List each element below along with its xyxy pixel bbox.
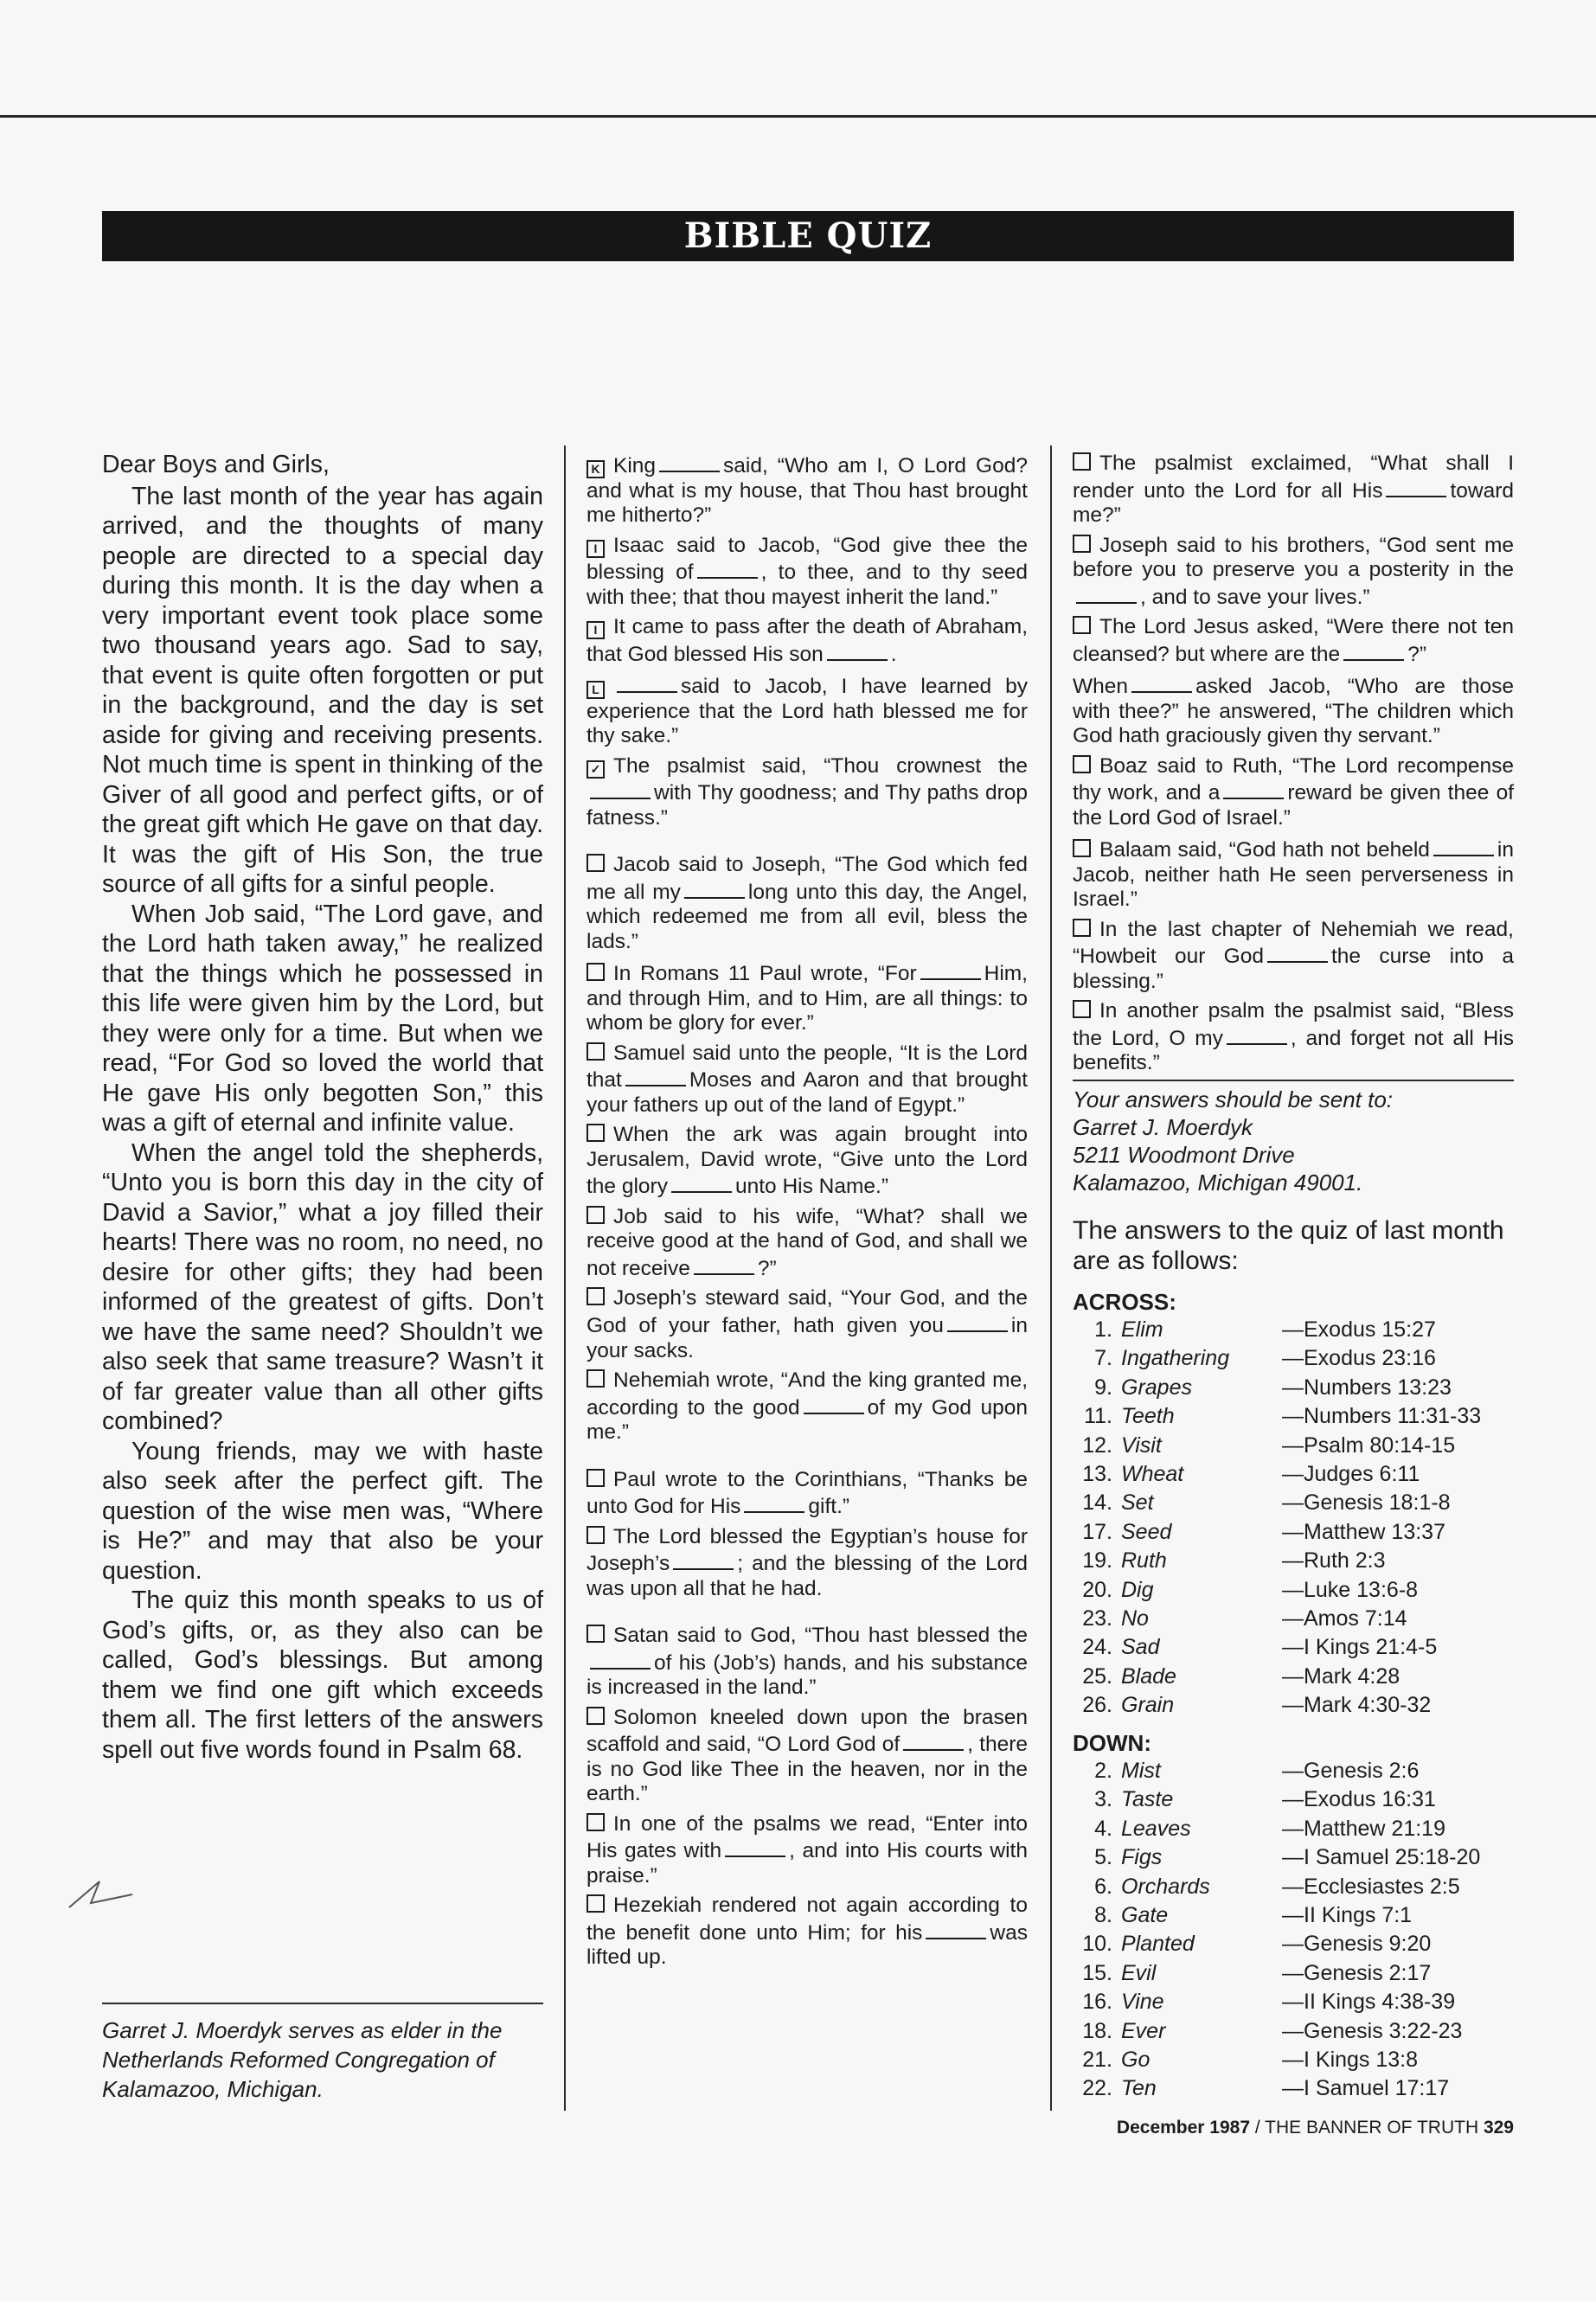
quiz-question xyxy=(1073,452,1514,529)
answer-reference: —Ruth 2:3 xyxy=(1282,1548,1386,1574)
answer-blank[interactable] xyxy=(1131,672,1192,693)
checkbox-icon[interactable] xyxy=(1073,755,1091,773)
answer-number: 12. xyxy=(1082,1433,1112,1458)
question-text: When the ark was again brought into Jerusalem, David wrote, “Give unto the Lord the glory xyxy=(586,1123,1028,1199)
answer-number: 13. xyxy=(1082,1461,1112,1486)
checkbox-icon[interactable]: K xyxy=(586,460,605,478)
quiz-question xyxy=(586,1205,1028,1282)
answer-blank[interactable] xyxy=(684,878,745,899)
down-answers xyxy=(1073,1757,1514,2104)
page-title: BIBLE QUIZ xyxy=(102,211,1514,261)
answer-word: Evil xyxy=(1121,1960,1157,1985)
quiz-question xyxy=(586,1123,1028,1200)
answer-reference: —Judges 6:11 xyxy=(1282,1461,1420,1486)
answer-reference: —Mark 4:28 xyxy=(1282,1663,1401,1689)
question-text: Isaac said to Jacob, “God give thee the blessing of xyxy=(586,533,1028,585)
checkbox-icon[interactable] xyxy=(586,963,605,981)
answer-reference: —I Kings 21:4-5 xyxy=(1282,1635,1438,1660)
question-text: was lifted up. xyxy=(586,1920,1028,1970)
answer-word: Mist xyxy=(1121,1759,1161,1783)
question-text: , and into His courts with praise.” xyxy=(586,1839,1028,1888)
question-text: In the last chapter of Nehemiah we read, “Howbeit our God xyxy=(1073,917,1514,969)
answer-word: No xyxy=(1121,1606,1149,1631)
checkbox-icon[interactable] xyxy=(586,1813,605,1831)
quiz-question xyxy=(1073,836,1514,913)
question-text: long unto this day, the Angel, which redeemed me from all evil, bless the lads.” xyxy=(586,880,1028,953)
checkbox-icon[interactable] xyxy=(586,1042,605,1061)
answer-row xyxy=(1073,1374,1514,1402)
checkbox-icon[interactable] xyxy=(586,854,605,872)
question-text: . xyxy=(890,642,897,666)
answer-number: 4. xyxy=(1094,1816,1112,1841)
answer-reference: —Ecclesiastes 2:5 xyxy=(1282,1874,1460,1899)
pen-mark-icon xyxy=(65,1868,143,1920)
answer-word: Blade xyxy=(1121,1663,1176,1689)
address-line: Kalamazoo, Michigan 49001. xyxy=(1073,1170,1363,1195)
quiz-question xyxy=(586,1706,1028,1807)
answer-row xyxy=(1073,1785,1514,1814)
answer-reference: —Genesis 18:1-8 xyxy=(1282,1490,1451,1516)
quiz-question xyxy=(586,1894,1028,1971)
question-text: Him, and through Him, and to Him, are all things: to whom be glory for ever.” xyxy=(586,962,1028,1035)
letter-paragraph: The quiz this month speaks to us of God’s gifts, or, as they also can be called, God’s blessings. But among them we find one gift which exceeds them all. The first letters of the answers spell out five words found in Psalm 68. xyxy=(102,1586,543,1764)
checkbox-icon[interactable] xyxy=(1073,839,1091,857)
answer-row xyxy=(1073,1663,1514,1691)
answer-word: Orchards xyxy=(1121,1874,1210,1899)
checkbox-icon[interactable] xyxy=(1073,616,1091,634)
answer-blank[interactable] xyxy=(920,959,981,980)
question-text: Solomon kneeled down upon the brasen scaffold and said, “O Lord God of xyxy=(586,1705,1028,1757)
checkbox-icon[interactable] xyxy=(586,1206,605,1224)
checkbox-icon[interactable]: I xyxy=(586,621,605,639)
answer-row xyxy=(1073,1843,1514,1872)
quiz-question xyxy=(586,1368,1028,1445)
quiz-question xyxy=(586,452,1028,529)
question-text: Hezekiah rendered not again according to the benefit done unto Him; for his xyxy=(586,1894,1028,1945)
answer-reference: —Psalm 80:14-15 xyxy=(1282,1433,1456,1458)
answer-word: Gate xyxy=(1121,1902,1169,1927)
quiz-question xyxy=(586,853,1028,954)
answer-row xyxy=(1073,1691,1514,1720)
answer-blank[interactable] xyxy=(903,1730,964,1751)
answer-blank[interactable] xyxy=(697,558,758,579)
answer-reference: —Mark 4:30-32 xyxy=(1282,1693,1432,1718)
question-text: The psalmist exclaimed, “What shall I render unto the Lord for all His xyxy=(1073,452,1514,503)
answers-intro: The answers to the quiz of last month are as follows: xyxy=(1073,1216,1504,1275)
answer-number: 26. xyxy=(1082,1693,1112,1718)
answer-blank[interactable] xyxy=(926,1919,986,1939)
answer-number: 14. xyxy=(1082,1490,1112,1516)
answer-blank[interactable] xyxy=(590,1649,651,1670)
answer-number: 19. xyxy=(1082,1548,1112,1574)
quiz-question xyxy=(586,672,1028,749)
answer-word: Teeth xyxy=(1121,1404,1175,1429)
answer-word: Set xyxy=(1121,1490,1154,1516)
answer-blank[interactable] xyxy=(673,1549,734,1570)
column-divider xyxy=(1050,445,1052,2111)
question-text: , to thee, and to thy seed with thee; that thou mayest inherit the land.” xyxy=(586,561,1028,609)
question-text: Nehemiah wrote, “And the king granted me, according to the good xyxy=(586,1368,1028,1420)
answer-blank[interactable] xyxy=(827,640,888,661)
question-text: King xyxy=(613,454,657,478)
answer-row xyxy=(1073,1576,1514,1605)
checkbox-icon[interactable] xyxy=(586,1625,605,1643)
answer-row xyxy=(1073,1402,1514,1431)
answer-number: 5. xyxy=(1094,1845,1112,1870)
answer-row xyxy=(1073,1518,1514,1547)
answer-number: 15. xyxy=(1082,1960,1112,1985)
answer-reference: —Exodus 15:27 xyxy=(1282,1317,1436,1342)
column-divider xyxy=(564,445,566,2111)
quiz-question xyxy=(586,1525,1028,1602)
quiz-question xyxy=(1073,918,1514,995)
answer-reference: —Luke 13:6-8 xyxy=(1282,1577,1419,1602)
letter-column xyxy=(102,450,543,1765)
quiz-question xyxy=(586,1042,1028,1118)
letter-paragraph: Young friends, may we with haste also seek after the perfect gift. The question of the wise men was, “Where is He?” and may that also be your question. xyxy=(102,1437,543,1585)
answer-number: 8. xyxy=(1094,1902,1112,1927)
answer-number: 10. xyxy=(1082,1932,1112,1957)
question-text: Joseph’s steward said, “Your God, and the God of your father, hath given you xyxy=(586,1286,1028,1338)
quiz-question xyxy=(1073,999,1514,1076)
answer-number: 7. xyxy=(1094,1346,1112,1371)
down-heading: DOWN: xyxy=(1073,1730,1151,1756)
question-text: the curse into a blessing.” xyxy=(1073,945,1514,993)
footer-publication: / THE BANNER OF TRUTH xyxy=(1250,2118,1484,2138)
quiz-question xyxy=(586,1624,1028,1701)
question-text: , and to save your lives.” xyxy=(1140,585,1370,609)
question-text: reward be given thee of the Lord God of Israel.” xyxy=(1073,781,1514,830)
answer-blank[interactable] xyxy=(1223,779,1284,799)
question-text: The psalmist said, “Thou crownest the xyxy=(613,753,1028,778)
question-text: In Romans 11 Paul wrote, “For xyxy=(613,962,917,986)
answer-word: Taste xyxy=(1121,1787,1174,1812)
question-text: Boaz said to Ruth, “The Lord recompense thy work, and a xyxy=(1073,753,1514,805)
answer-row xyxy=(1073,1815,1514,1843)
answer-blank[interactable] xyxy=(1433,836,1494,856)
answer-blank[interactable] xyxy=(725,1836,785,1857)
quiz-questions-column xyxy=(586,452,1028,1976)
salutation: Dear Boys and Girls, xyxy=(102,451,330,478)
answer-word: Vine xyxy=(1121,1990,1164,2015)
question-text: The Lord blessed the Egyptian’s house for Joseph’s xyxy=(586,1524,1028,1576)
checkbox-icon[interactable] xyxy=(1073,535,1091,553)
answer-reference: —I Samuel 25:18-20 xyxy=(1282,1845,1481,1870)
answer-reference: —Exodus 16:31 xyxy=(1282,1787,1436,1812)
answer-blank[interactable] xyxy=(659,452,720,472)
question-text: , there is no God like Thee in the heaven, nor in the earth.” xyxy=(586,1733,1028,1806)
answer-reference: —Amos 7:14 xyxy=(1282,1606,1407,1631)
answer-reference: —Genesis 9:20 xyxy=(1282,1932,1432,1957)
address-line: Garret J. Moerdyk xyxy=(1073,1114,1253,1140)
quiz-question xyxy=(586,959,1028,1036)
answer-number: 1. xyxy=(1094,1317,1112,1342)
quiz-question xyxy=(1073,534,1514,611)
answer-blank[interactable] xyxy=(590,779,651,799)
question-text: In another psalm the psalmist said, “Bless the Lord, O my xyxy=(1073,999,1514,1050)
answer-blank[interactable] xyxy=(617,672,677,693)
checkbox-icon[interactable]: ✓ xyxy=(586,760,605,779)
answer-row xyxy=(1073,1988,1514,2016)
answer-reference: —II Kings 4:38-39 xyxy=(1282,1990,1456,2015)
question-text: gift.” xyxy=(808,1495,850,1519)
question-text: said, “Who am I, O Lord God? and what is my house, that Thou hast brought me hitherto?” xyxy=(586,454,1028,528)
question-text: unto His Name.” xyxy=(734,1175,888,1199)
answer-word: Ten xyxy=(1121,2076,1157,2101)
question-text: ?” xyxy=(1407,642,1426,666)
answer-word: Leaves xyxy=(1121,1816,1191,1841)
answer-blank[interactable] xyxy=(744,1492,804,1513)
answer-reference: —Numbers 13:23 xyxy=(1282,1375,1452,1400)
answer-row xyxy=(1073,2017,1514,2046)
answer-row xyxy=(1073,1344,1514,1373)
question-text: in Jacob, neither hath He seen perverseness in Israel.” xyxy=(1073,838,1514,912)
answer-word: Figs xyxy=(1121,1845,1163,1870)
answer-reference: —Matthew 21:19 xyxy=(1282,1816,1445,1841)
answer-number: 9. xyxy=(1094,1375,1112,1400)
question-text: Joseph said to his brothers, “God sent me before you to preserve you a posterity in the xyxy=(1073,533,1514,582)
answer-word: Visit xyxy=(1121,1433,1162,1458)
quiz-question xyxy=(1073,615,1514,667)
answer-row xyxy=(1073,1901,1514,1930)
question-text: toward me?” xyxy=(1073,478,1514,528)
answer-word: Elim xyxy=(1121,1317,1163,1342)
answer-word: Grapes xyxy=(1121,1375,1192,1400)
question-text: Paul wrote to the Corinthians, “Thanks be unto God for His xyxy=(586,1467,1028,1519)
answer-row xyxy=(1073,1316,1514,1344)
answer-reference: —Numbers 11:31-33 xyxy=(1282,1404,1482,1429)
question-text: of his (Job’s) hands, and his substance is increased in the land.” xyxy=(586,1650,1028,1700)
answer-number: 22. xyxy=(1082,2076,1112,2101)
checkbox-icon[interactable] xyxy=(586,1469,605,1487)
quiz-question xyxy=(586,1812,1028,1889)
answer-blank[interactable] xyxy=(1227,1024,1287,1045)
answer-word: Dig xyxy=(1121,1577,1154,1602)
page-number: 329 xyxy=(1483,2118,1514,2138)
checkbox-icon[interactable] xyxy=(586,1287,605,1305)
checkbox-icon[interactable] xyxy=(1073,919,1091,937)
checkbox-icon[interactable]: I xyxy=(586,540,605,558)
answer-reference: —Genesis 2:17 xyxy=(1282,1960,1432,1985)
letter-paragraph: The last month of the year has again arrived, and the thoughts of many people are directed to a special day during this month. It is the day when a very important event took place some two thousand years ago. Sad to say, that event is quite often forgotten or put in the background, and the day is set aside for giving and receiving presents. Not much time is spent in thinking of the Giver of all good and perfect gifts, or of the great gift which He gave on that day. It was the gift of His Son, the true source of all gifts for a sinful people. xyxy=(102,482,543,898)
quiz-question xyxy=(1073,672,1514,749)
checkbox-icon[interactable] xyxy=(1073,1000,1091,1018)
answer-blank[interactable] xyxy=(1267,942,1328,963)
question-text: ?” xyxy=(757,1256,777,1280)
question-text: ; and the blessing of the Lord was upon all that he had. xyxy=(586,1552,1028,1600)
question-text: of my God upon me.” xyxy=(586,1395,1028,1445)
question-text: Balaam said, “God hath not beheld xyxy=(1099,838,1430,862)
answer-row xyxy=(1073,1547,1514,1575)
answer-row xyxy=(1073,1460,1514,1489)
answer-row xyxy=(1073,2074,1514,2103)
letter-paragraph: When the angel told the shepherds, “Unto you is born this day in the city of David a Savior,” what a joy filled their hearts! There was no room, no need, no desire for other gifts; they had been informed of the greatest of gifts. Don’t we have the same need? Shouldn’t we also seek that same treasure? Wasn’t it of far greater value than all other gifts combined? xyxy=(102,1138,543,1435)
answer-word: Go xyxy=(1121,2047,1151,2072)
answer-word: Seed xyxy=(1121,1519,1172,1544)
answer-reference: —II Kings 7:1 xyxy=(1282,1902,1413,1927)
question-text: with Thy goodness; and Thy paths drop fatness.” xyxy=(586,781,1028,830)
answer-blank[interactable] xyxy=(1386,477,1446,497)
answer-number: 17. xyxy=(1082,1519,1112,1544)
answer-blank[interactable] xyxy=(947,1311,1008,1332)
quiz-question xyxy=(586,1286,1028,1363)
answer-row xyxy=(1073,1930,1514,1958)
answer-row xyxy=(1073,1489,1514,1517)
question-text: Samuel said unto the people, “It is the Lord that xyxy=(586,1041,1028,1093)
checkbox-icon[interactable] xyxy=(586,1894,605,1913)
answer-number: 18. xyxy=(1082,2018,1112,2043)
quiz-question xyxy=(586,615,1028,667)
checkbox-icon[interactable] xyxy=(1073,452,1091,471)
answer-blank[interactable] xyxy=(1343,640,1404,661)
answer-word: Ruth xyxy=(1121,1548,1167,1574)
answer-word: Sad xyxy=(1121,1635,1160,1660)
checkbox-icon[interactable] xyxy=(586,1707,605,1725)
question-text: When xyxy=(1073,675,1129,699)
across-answers xyxy=(1073,1316,1514,1720)
answer-blank[interactable] xyxy=(694,1254,754,1275)
answer-blank[interactable] xyxy=(1076,583,1137,604)
answer-number: 25. xyxy=(1082,1663,1112,1689)
address-line: 5211 Woodmont Drive xyxy=(1073,1142,1295,1168)
answer-row xyxy=(1073,1873,1514,1901)
answer-number: 2. xyxy=(1094,1759,1112,1783)
answer-blank[interactable] xyxy=(625,1066,686,1086)
answer-number: 6. xyxy=(1094,1874,1112,1899)
question-text: Moses and Aaron and that brought your fathers up out of the land of Egypt.” xyxy=(586,1068,1028,1117)
mailing-address xyxy=(1073,1086,1514,1196)
answer-word: Ever xyxy=(1121,2018,1166,2043)
page-footer xyxy=(1073,2118,1514,2138)
scan-edge-line xyxy=(0,115,1596,118)
checkbox-icon[interactable]: L xyxy=(586,681,605,699)
answer-number: 11. xyxy=(1084,1404,1112,1429)
footer-date: December 1987 xyxy=(1116,2118,1251,2138)
answer-blank[interactable] xyxy=(671,1172,732,1193)
checkbox-icon[interactable] xyxy=(586,1124,605,1142)
answer-number: 24. xyxy=(1082,1635,1112,1660)
letter-paragraph: When Job said, “The Lord gave, and the Lord hath taken away,” he realized that the things which he possessed in this life were given him by the Lord, but they were only for a time. But when we read, “For God so loved the world that He gave His only begotten Son,” this was a gift of eternal and infinite value. xyxy=(102,900,543,1137)
byline-rule xyxy=(102,2003,543,2004)
answer-reference: —Exodus 23:16 xyxy=(1282,1346,1436,1371)
answer-row xyxy=(1073,1633,1514,1662)
question-text: It came to pass after the death of Abraham, that God blessed His son xyxy=(586,615,1028,666)
author-byline: Garret J. Moerdyk serves as elder in the Netherlands Reformed Congregation of Kalamazoo, Michigan. xyxy=(102,2017,503,2102)
answer-number: 21. xyxy=(1082,2047,1112,2072)
checkbox-icon[interactable] xyxy=(586,1526,605,1544)
answer-reference: —Genesis 3:22-23 xyxy=(1282,2018,1463,2043)
question-text: Satan said to God, “Thou hast blessed the xyxy=(613,1624,1028,1648)
answer-word: Ingathering xyxy=(1121,1346,1230,1371)
answer-number: 20. xyxy=(1082,1577,1112,1602)
answer-word: Wheat xyxy=(1121,1461,1184,1486)
question-text: asked Jacob, “Who are those with thee?” he answered, “The children which God hath graciously given thy servant.” xyxy=(1073,675,1514,748)
question-text: Jacob said to Joseph, “The God which fed me all my xyxy=(586,853,1028,904)
across-heading: ACROSS: xyxy=(1073,1289,1176,1315)
answer-row xyxy=(1073,2046,1514,2074)
answer-word: Grain xyxy=(1121,1693,1175,1718)
question-text: In one of the psalms we read, “Enter into His gates with xyxy=(586,1811,1028,1863)
answer-row xyxy=(1073,1757,1514,1785)
question-text: in your sacks. xyxy=(586,1314,1028,1362)
checkbox-icon[interactable] xyxy=(586,1369,605,1388)
quiz-question xyxy=(586,754,1028,831)
answer-row xyxy=(1073,1432,1514,1460)
quiz-question xyxy=(586,1468,1028,1520)
answer-reference: —I Samuel 17:17 xyxy=(1282,2076,1450,2101)
answer-reference: —I Kings 13:8 xyxy=(1282,2047,1419,2072)
answer-reference: —Genesis 2:6 xyxy=(1282,1759,1420,1783)
quiz-questions-column xyxy=(1073,452,1514,1081)
question-text: The Lord Jesus asked, “Were there not ten cleansed? but where are the xyxy=(1073,615,1514,666)
answer-blank[interactable] xyxy=(804,1394,864,1414)
quiz-question xyxy=(1073,754,1514,831)
question-text: Job said to his wife, “What? shall we receive good at the hand of God, and shall we not receive xyxy=(586,1204,1028,1280)
quiz-question xyxy=(586,534,1028,611)
answer-row xyxy=(1073,1959,1514,1988)
answer-word: Planted xyxy=(1121,1932,1195,1957)
question-text: said to Jacob, I have learned by experience that the Lord hath blessed me for thy sake.” xyxy=(586,675,1028,748)
answer-row xyxy=(1073,1605,1514,1633)
address-line: Your answers should be sent to: xyxy=(1073,1086,1394,1112)
answer-number: 16. xyxy=(1082,1990,1112,2015)
answer-number: 3. xyxy=(1094,1787,1112,1812)
answer-number: 23. xyxy=(1082,1606,1112,1631)
question-text: , and forget not all His benefits.” xyxy=(1073,1026,1514,1075)
section-rule xyxy=(1073,1080,1514,1081)
answer-reference: —Matthew 13:37 xyxy=(1282,1519,1445,1544)
